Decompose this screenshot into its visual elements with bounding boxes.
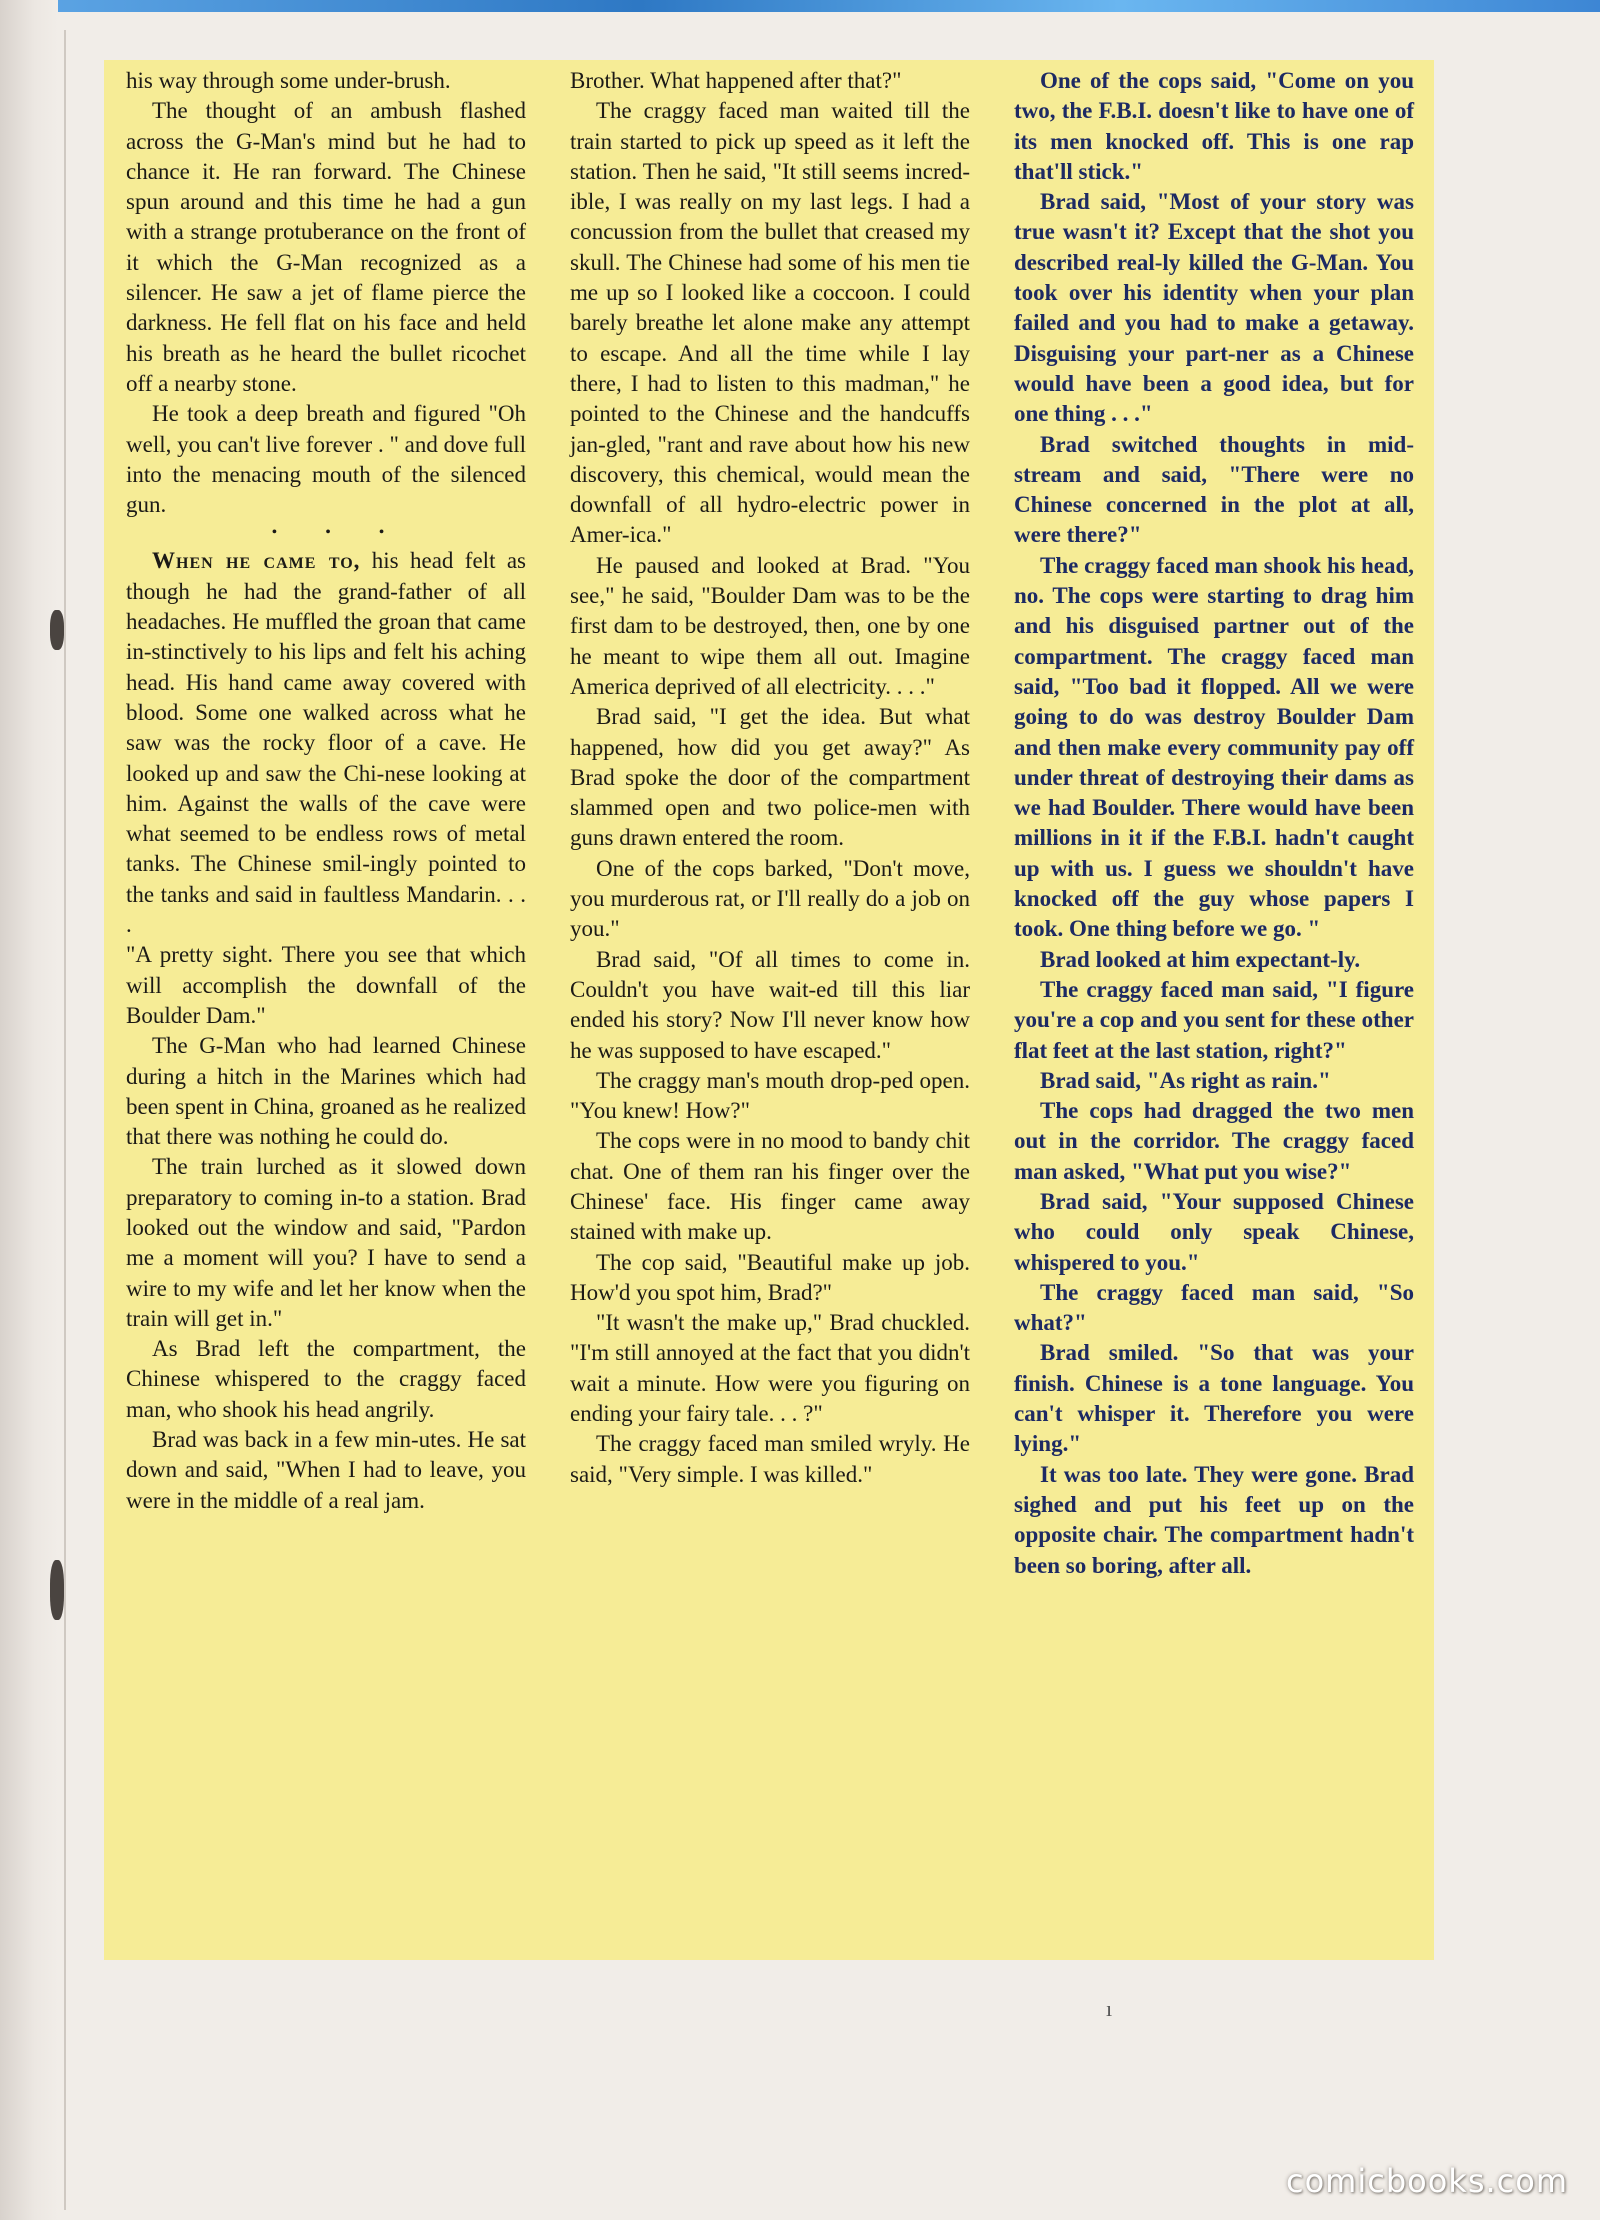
paragraph: One of the cops barked, "Don't move, you murderous rat, or I'll really do a job on you." [570, 855, 970, 942]
paragraph: The cops had dragged the two men out in the corridor. The craggy faced man asked, "What put you wise?" [1014, 1098, 1414, 1184]
paragraph: The craggy faced man waited till the train started to pick up speed as it left the station. Then he said, "It still seems incred-ible, I was really on my last legs. I had a concussion from the bullet that creased my skull. The Chinese had some of his men tie me up so I looked like a coccoon. I could barely breathe let alone make any attempt to escape. And all the time while I lay there, I had to listen to this madman," he pointed to the Chinese and the handcuffs jan-gled, "rant and rave about how his new discovery, this chemical, would mean the downfall of all hydro-electric power in Amer-ica." [570, 98, 970, 548]
paragraph: He took a deep breath and figured "Oh well, you can't live forever . " and dove full into the menacing mouth of the silenced gun. [126, 401, 526, 518]
paragraph-text: his head felt as though he had the grand-father of all headaches. He muffled the groan that came in-stinctively to his lips and felt his aching head. His hand came away covered with blood. Some one walked across what he saw was the rocky floor of a cave. He looked up and saw the Chi-nese looking at him. Against the walls of the cave were what seemed to be endless rows of metal tanks. The Chinese smil-ingly pointed to the tanks and said in faultless Mandarin. . . . [126, 548, 526, 938]
watermark: comicbooks.com [1285, 2162, 1568, 2200]
paragraph: The G-Man who had learned Chinese during a hitch in the Marines which had been spent in China, groaned as he realized that there was nothing he could do. [126, 1033, 526, 1150]
paragraph: Brad looked at him expectant-ly. [1040, 946, 1361, 972]
paragraph: The train lurched as it slowed down preparatory to coming in-to a station. Brad looked out the window and said, "Pardon me a moment will you? I have to send a wire to my wife and let her know when the train will get in." [126, 1154, 526, 1331]
text-column-1 [126, 66, 526, 1956]
paragraph: The craggy faced man smiled wryly. He said, "Very simple. I was killed." [570, 1431, 970, 1487]
paragraph: Brad smiled. "So that was your finish. Chinese is a tone language. You can't whisper it. Therefore you were lying." [1014, 1340, 1414, 1457]
paragraph: Brother. What happened after that?" [570, 68, 902, 93]
paragraph: "A pretty sight. There you see that which will accomplish the downfall of the Boulder Dam." [126, 942, 526, 1028]
paragraph: Brad said, "Of all times to come in. Couldn't you have wait-ed till this liar ended his story? Now I'll never know how he was supposed to have escaped." [570, 946, 970, 1063]
paragraph: Brad said, "Your supposed Chinese who could only speak Chinese, whispered to you." [1014, 1188, 1414, 1275]
lead-in: When he came to, [152, 548, 361, 574]
paragraph: Brad said, "Most of your story was true wasn't it? Except that the shot you described real-ly killed the G-Man. You took over his identity when your plan failed and you had to make a getaway. Disguising your part-ner as a Chinese would have been a good idea, but for one thing . . ." [1014, 189, 1414, 427]
paragraph: It was too late. They were gone. Brad sighed and put his feet up on the opposite chair. The compartment hadn't been so boring, after all. [1014, 1461, 1414, 1578]
page-binding-edge [0, 0, 58, 2220]
paragraph: As Brad left the compartment, the Chinese whispered to the craggy faced man, who shook his head angrily. [126, 1336, 526, 1422]
paragraph: The craggy faced man said, "I figure you're a cop and you sent for these other flat feet at the last station, right?" [1014, 976, 1414, 1063]
text-column-2 [570, 66, 970, 1956]
paragraph: his way through some under-brush. [126, 68, 451, 93]
staple-mark [50, 1560, 64, 1620]
paragraph: "It wasn't the make up," Brad chuckled. "I'm still annoyed at the fact that you didn't wait a minute. How were you figuring on ending your fairy tale. . . ?" [570, 1310, 970, 1427]
cover-color-strip [0, 0, 1600, 12]
paragraph: Brad switched thoughts in mid-stream and said, "There were no Chinese concerned in the plot at all, were there?" [1014, 431, 1414, 548]
paragraph: Brad was back in a few min-utes. He sat down and said, "When I had to leave, you were in the middle of a real jam. [126, 1427, 526, 1513]
paragraph: The craggy faced man said, "So what?" [1014, 1279, 1414, 1336]
paragraph: The cops were in no mood to bandy chit chat. One of them ran his finger over the Chinese' face. His finger came away stained with make up. [570, 1128, 970, 1245]
paragraph: One of the cops said, "Come on you two, the F.B.I. doesn't like to have one of its men knocked off. This is one rap that'll stick." [1014, 68, 1414, 184]
paragraph: Brad said, "I get the idea. But what happened, how did you get away?" As Brad spoke the door of the compartment slammed open and two police-men with guns drawn entered the room. [570, 704, 970, 851]
paragraph: Brad said, "As right as rain." [1040, 1067, 1331, 1093]
paragraph: The thought of an ambush flashed across the G-Man's mind but he had to chance it. He ran forward. The Chinese spun around and this time he had a gun with a strange protuberance on the front of it which the G-Man recognized as a silencer. He saw a jet of flame pierce the darkness. He fell flat on his face and held his breath as he heard the bullet ricochet off a nearby stone. [126, 98, 526, 396]
paragraph: The craggy man's mouth drop-ped open. "You knew! How?" [570, 1067, 970, 1124]
section-divider: • • • [271, 524, 407, 542]
paragraph [126, 546, 526, 940]
paragraph: The cop said, "Beautiful make up job. How'd you spot him, Brad?" [570, 1249, 970, 1305]
print-mark: ı [1106, 1996, 1113, 2021]
staple-mark [50, 610, 64, 650]
spine-fold-line [64, 30, 66, 2210]
paragraph: He paused and looked at Brad. "You see," he said, "Boulder Dam was to be the first dam to be destroyed, then, one by one he meant to wipe them all out. Imagine America deprived of all electricity. . . ." [570, 552, 970, 699]
paragraph: The craggy faced man shook his head, no. The cops were starting to drag him and his disguised partner out of the compartment. The craggy faced man said, "Too bad it flopped. All we were going to do was destroy Boulder Dam and then make every community pay off under threat of destroying their dams as we had Boulder. There would have been millions in it if the F.B.I. hadn't caught up with us. I guess we shouldn't have knocked off the guy whose papers I took. One thing before we go. " [1014, 552, 1414, 942]
text-column-3 [1014, 66, 1414, 1956]
